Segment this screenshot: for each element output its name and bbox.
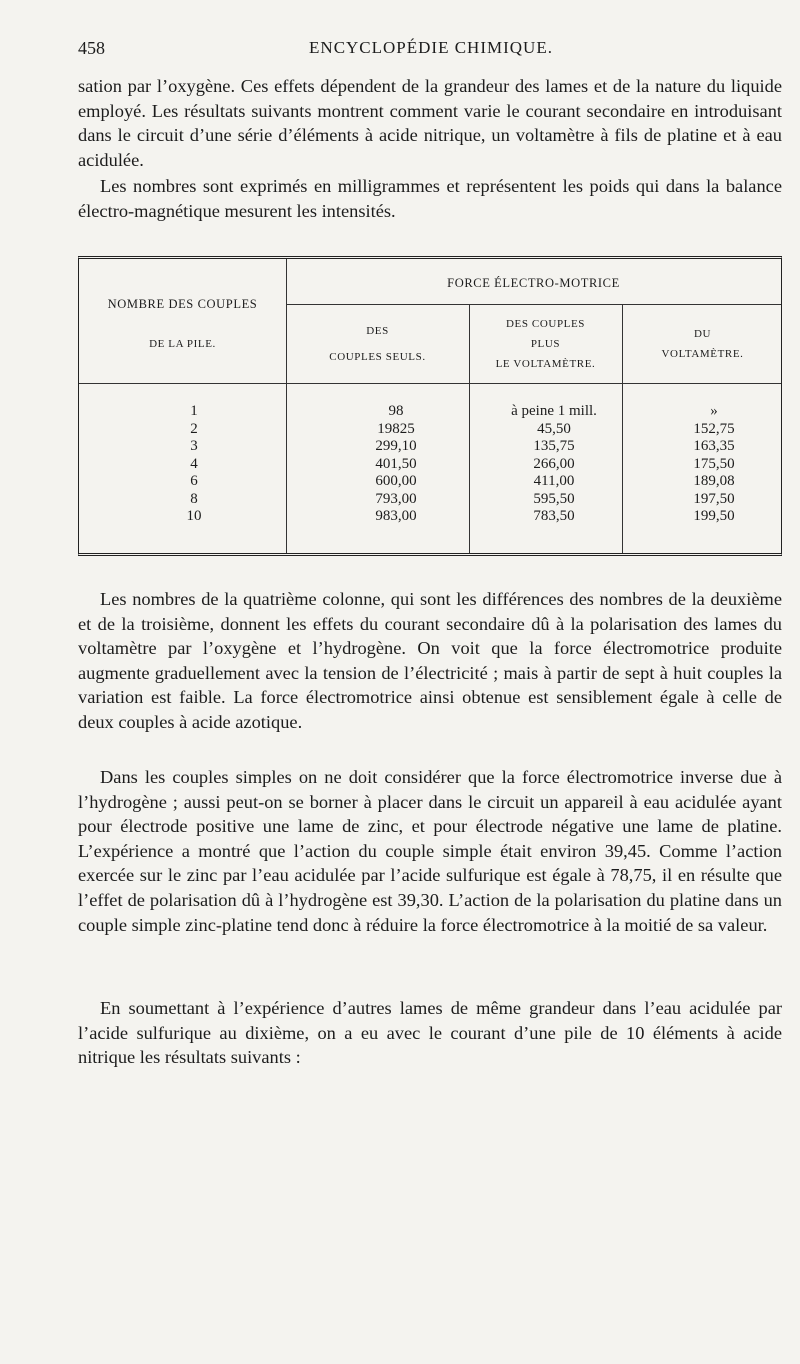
paragraph-3: Les nombres de la quatrième colonne, qui sont les différences des nombres de la deuxième et de la troisième, donnent les effets du courant secondaire dû à la polarisation des lames du voltamètre par l’oxygène et l’hydrogène. On voit que la force électromotrice produite augmente graduellement avec la tension de l’électricité ; mais à partir de sept à huit couples la variation est faible. La force électromotrice ainsi obtenue est sensiblement égale à celle de deux couples à acide azotique. <box>78 589 782 732</box>
table-header-couples-seuls: COUPLES SEULS. <box>329 351 426 363</box>
table-header-le-voltametre: LE VOLTAMÈTRE. <box>495 358 596 370</box>
table-cell: 45,50 <box>537 420 571 437</box>
column-couples-seuls <box>341 403 451 526</box>
data-table <box>78 256 782 556</box>
table-cell: 1 <box>190 403 198 419</box>
table-cell: 401,50 <box>375 455 417 472</box>
table-cell: » <box>710 403 718 419</box>
table-cell: 199,50 <box>693 508 735 524</box>
table-cell: 2 <box>190 420 198 437</box>
table-header-couples: NOMBRE DES COUPLES <box>107 297 258 311</box>
table-cell: 595,50 <box>533 490 575 507</box>
table-cell: 3 <box>190 438 198 454</box>
table-cell: 189,08 <box>693 473 735 489</box>
table-rule <box>79 383 781 384</box>
table-cell: 175,50 <box>693 455 735 472</box>
paragraph-2: Les nombres sont exprimés en milligrammes et représentent les poids qui dans la balance électro-magnétique mesurent les intensités. <box>78 176 782 221</box>
table-cell: 10 <box>186 508 202 524</box>
table-cell: 783,50 <box>533 508 575 524</box>
column-plus-voltametre <box>479 403 629 526</box>
table-cell: 135,75 <box>533 438 575 454</box>
paragraph-5: En soumettant à l’expérience d’autres lames de même grandeur dans l’eau acidulée par l’acide sulfurique au dixième, on a eu avec le courant d’une pile de 10 éléments à acide nitrique les résultats suivants : <box>78 998 782 1068</box>
table-header-plus: PLUS <box>530 338 561 350</box>
table-cell: 600,00 <box>375 473 417 489</box>
table-cell: 6 <box>190 473 198 489</box>
table-header-pile: DE LA PILE. <box>149 338 216 350</box>
table-cell: 4 <box>190 455 198 472</box>
table-cell: 98 <box>388 403 404 419</box>
table-cell: 19825 <box>377 420 415 437</box>
table-header-main: FORCE ÉLECTRO-MOTRICE <box>447 276 620 290</box>
running-title: ENCYCLOPÉDIE CHIMIQUE. <box>309 38 553 57</box>
table-header-du: DU <box>693 328 712 340</box>
running-head <box>78 38 784 62</box>
table-header-voltametre: VOLTAMÈTRE. <box>661 348 744 360</box>
table-cell: à peine 1 mill. <box>511 403 597 419</box>
table-cell: 163,35 <box>693 438 735 454</box>
column-couples <box>159 403 229 526</box>
table-cell: 266,00 <box>533 455 575 472</box>
table-rule <box>286 304 781 305</box>
table-cell: 793,00 <box>375 490 417 507</box>
table-cell: 299,10 <box>375 438 417 454</box>
table-cell: 8 <box>190 490 198 507</box>
paragraph-1: sation par l’oxygène. Ces effets dépendent de la grandeur des lames et de la nature du liquide employé. Les résultats suivants montrent comment varie le courant secondaire en introduisant dans le circuit d’une série d’éléments à acide nitrique, un voltamètre à fils de platine et à eau acidulée. <box>78 76 782 170</box>
table-cell: 197,50 <box>693 490 735 507</box>
table-cell: 411,00 <box>533 473 575 489</box>
page-number: 458 <box>78 38 105 58</box>
table-header-des-couples: DES COUPLES <box>505 318 586 330</box>
table-cell: 152,75 <box>693 420 735 437</box>
paragraph-4: Dans les couples simples on ne doit considérer que la force électromotrice inverse due à l’hydrogène ; aussi peut-on se borner à placer dans le circuit un appareil à eau acidulée ayant pour électrode positive une lame de zinc, et pour électrode négative une lame de platine. L’expérience a montré que l’action du couple simple était environ 39,45. Comme l’action exercée sur le zinc par l’eau acidulée par l’acide sulfurique est égale à 78,75, il en résulte que l’effet de polarisation dû à l’hydrogène est 39,30. L’action de la polarisation du platine dans un couple simple zinc-platine tend donc à réduire la force électromotrice à la moitié de sa valeur. <box>78 767 782 935</box>
table-header-des: DES <box>366 325 389 337</box>
column-voltametre <box>659 403 769 526</box>
table-cell: 983,00 <box>375 508 417 524</box>
